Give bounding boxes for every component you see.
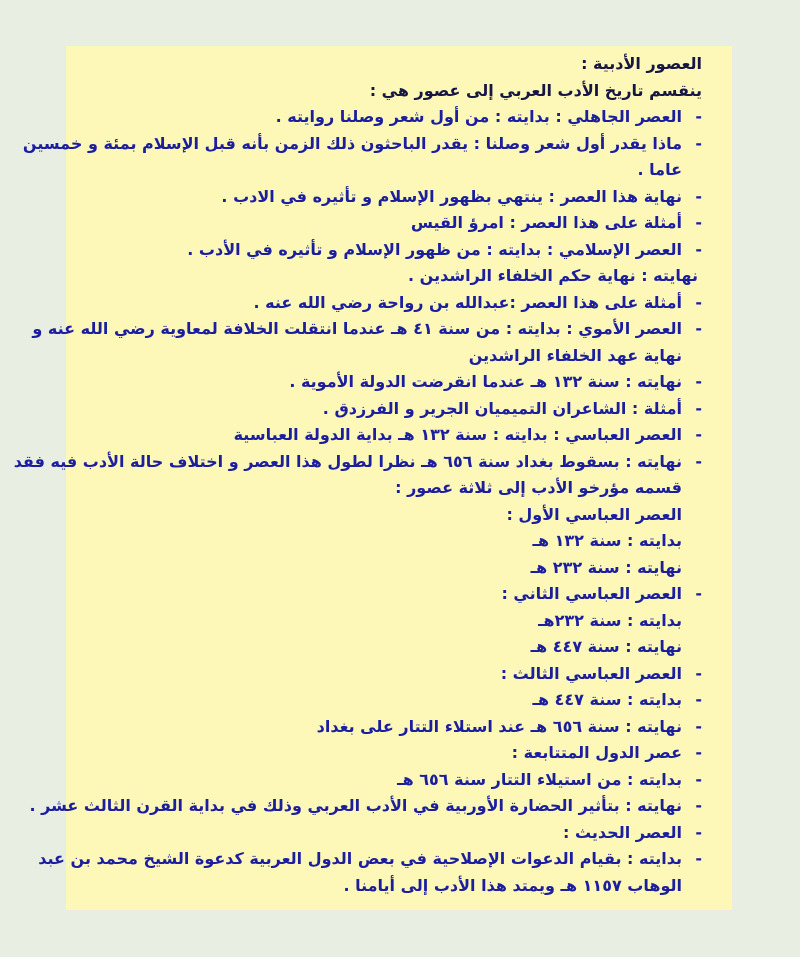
text-line: - العصر العباسي : بدايته : سنة ١٣٢ هـ بداية الدولة العباسية: [82, 422, 702, 449]
text-line: - العصر الأموي : بدايته : من سنة ٤١ هـ عندما انتقلت الخلافة لمعاوية رضي الله عنه و: [82, 316, 702, 343]
text-line: - ماذا يقدر أول شعر وصلنا : يقدر الباحثون ذلك الزمن بأنه قبل الإسلام بمئة و خمسين: [82, 131, 702, 158]
text-line: - أمثلة على هذا العصر :عبدالله بن رواحة رضي الله عنه .: [82, 290, 702, 317]
text-line: العصور الأدبية :: [581, 54, 702, 73]
text-line: - العصر الحديث :: [82, 820, 702, 847]
text-line: نهايته : سنة ٤٤٧ هـ: [530, 637, 682, 656]
text-line: - العصر العباسي الثاني :: [82, 581, 702, 608]
text-line: - العصر الجاهلي : بدايته : من أول شعر وصلنا روايته .: [82, 104, 702, 131]
text-line: قسمه مؤرخو الأدب إلى ثلاثة عصور :: [395, 478, 682, 497]
text-line: - نهايته : بسقوط بغداد سنة ٦٥٦ هـ نظرا لطول هذا العصر و اختلاف حالة الأدب فيه فقد: [82, 449, 702, 476]
text-line: - نهايته : سنة ١٣٢ هـ عندما انقرضت الدولة الأموية .: [82, 369, 702, 396]
text-line: - العصر الإسلامي : بدايته : من ظهور الإسلام و تأثيره في الأدب .: [82, 237, 702, 264]
text-line: - بدايته : بقيام الدعوات الإصلاحية في بعض الدول العربية كدعوة الشيخ محمد بن عبد: [82, 846, 702, 873]
text-line: - أمثلة : الشاعران التميميان الجرير و الفرزدق .: [82, 396, 702, 423]
document-page: [13, 46, 732, 910]
text-line: ينقسم تاريخ الأدب العربي إلى عصور هي :: [369, 80, 702, 100]
text-line: - نهاية هذا العصر : ينتهي بظهور الإسلام و تأثيره في الادب .: [82, 184, 702, 211]
text-line: بدايته : سنة ٢٣٢هـ: [538, 610, 682, 630]
text-line: - نهايته : بتأثير الحضارة الأوربية في الأدب العربي وذلك في بداية القرن الثالث عشر .: [82, 793, 702, 820]
text-line: - أمثلة على هذا العصر : امرؤ القيس: [82, 210, 702, 237]
text-line: - عصر الدول المتتابعة :: [82, 740, 702, 767]
text-line: - العصر العباسي الثالث :: [82, 661, 702, 688]
text-line: نهاية عهد الخلفاء الراشدين: [468, 345, 682, 365]
text-line: نهايته : سنة ٢٣٢ هـ: [530, 557, 682, 577]
text-body: [13, 51, 702, 899]
text-line: بدايته : سنة ١٣٢ هـ: [532, 531, 682, 550]
text-line: - نهايته : سنة ٦٥٦ هـ عند استلاء التتار على بغداد: [82, 714, 702, 741]
text-line: - بدايته : من استيلاء التتار سنة ٦٥٦ هـ: [82, 767, 702, 794]
text-line: عاما .: [637, 160, 682, 179]
text-line: الوهاب ١١٥٧ هـ ويمتد هذا الأدب إلى أيامنا .: [343, 875, 682, 895]
text-line: العصر العباسي الأول :: [506, 504, 682, 524]
text-line: - بدايته : سنة ٤٤٧ هـ: [82, 687, 702, 714]
text-line: نهايته : نهاية حكم الخلفاء الراشدين .: [408, 266, 698, 285]
